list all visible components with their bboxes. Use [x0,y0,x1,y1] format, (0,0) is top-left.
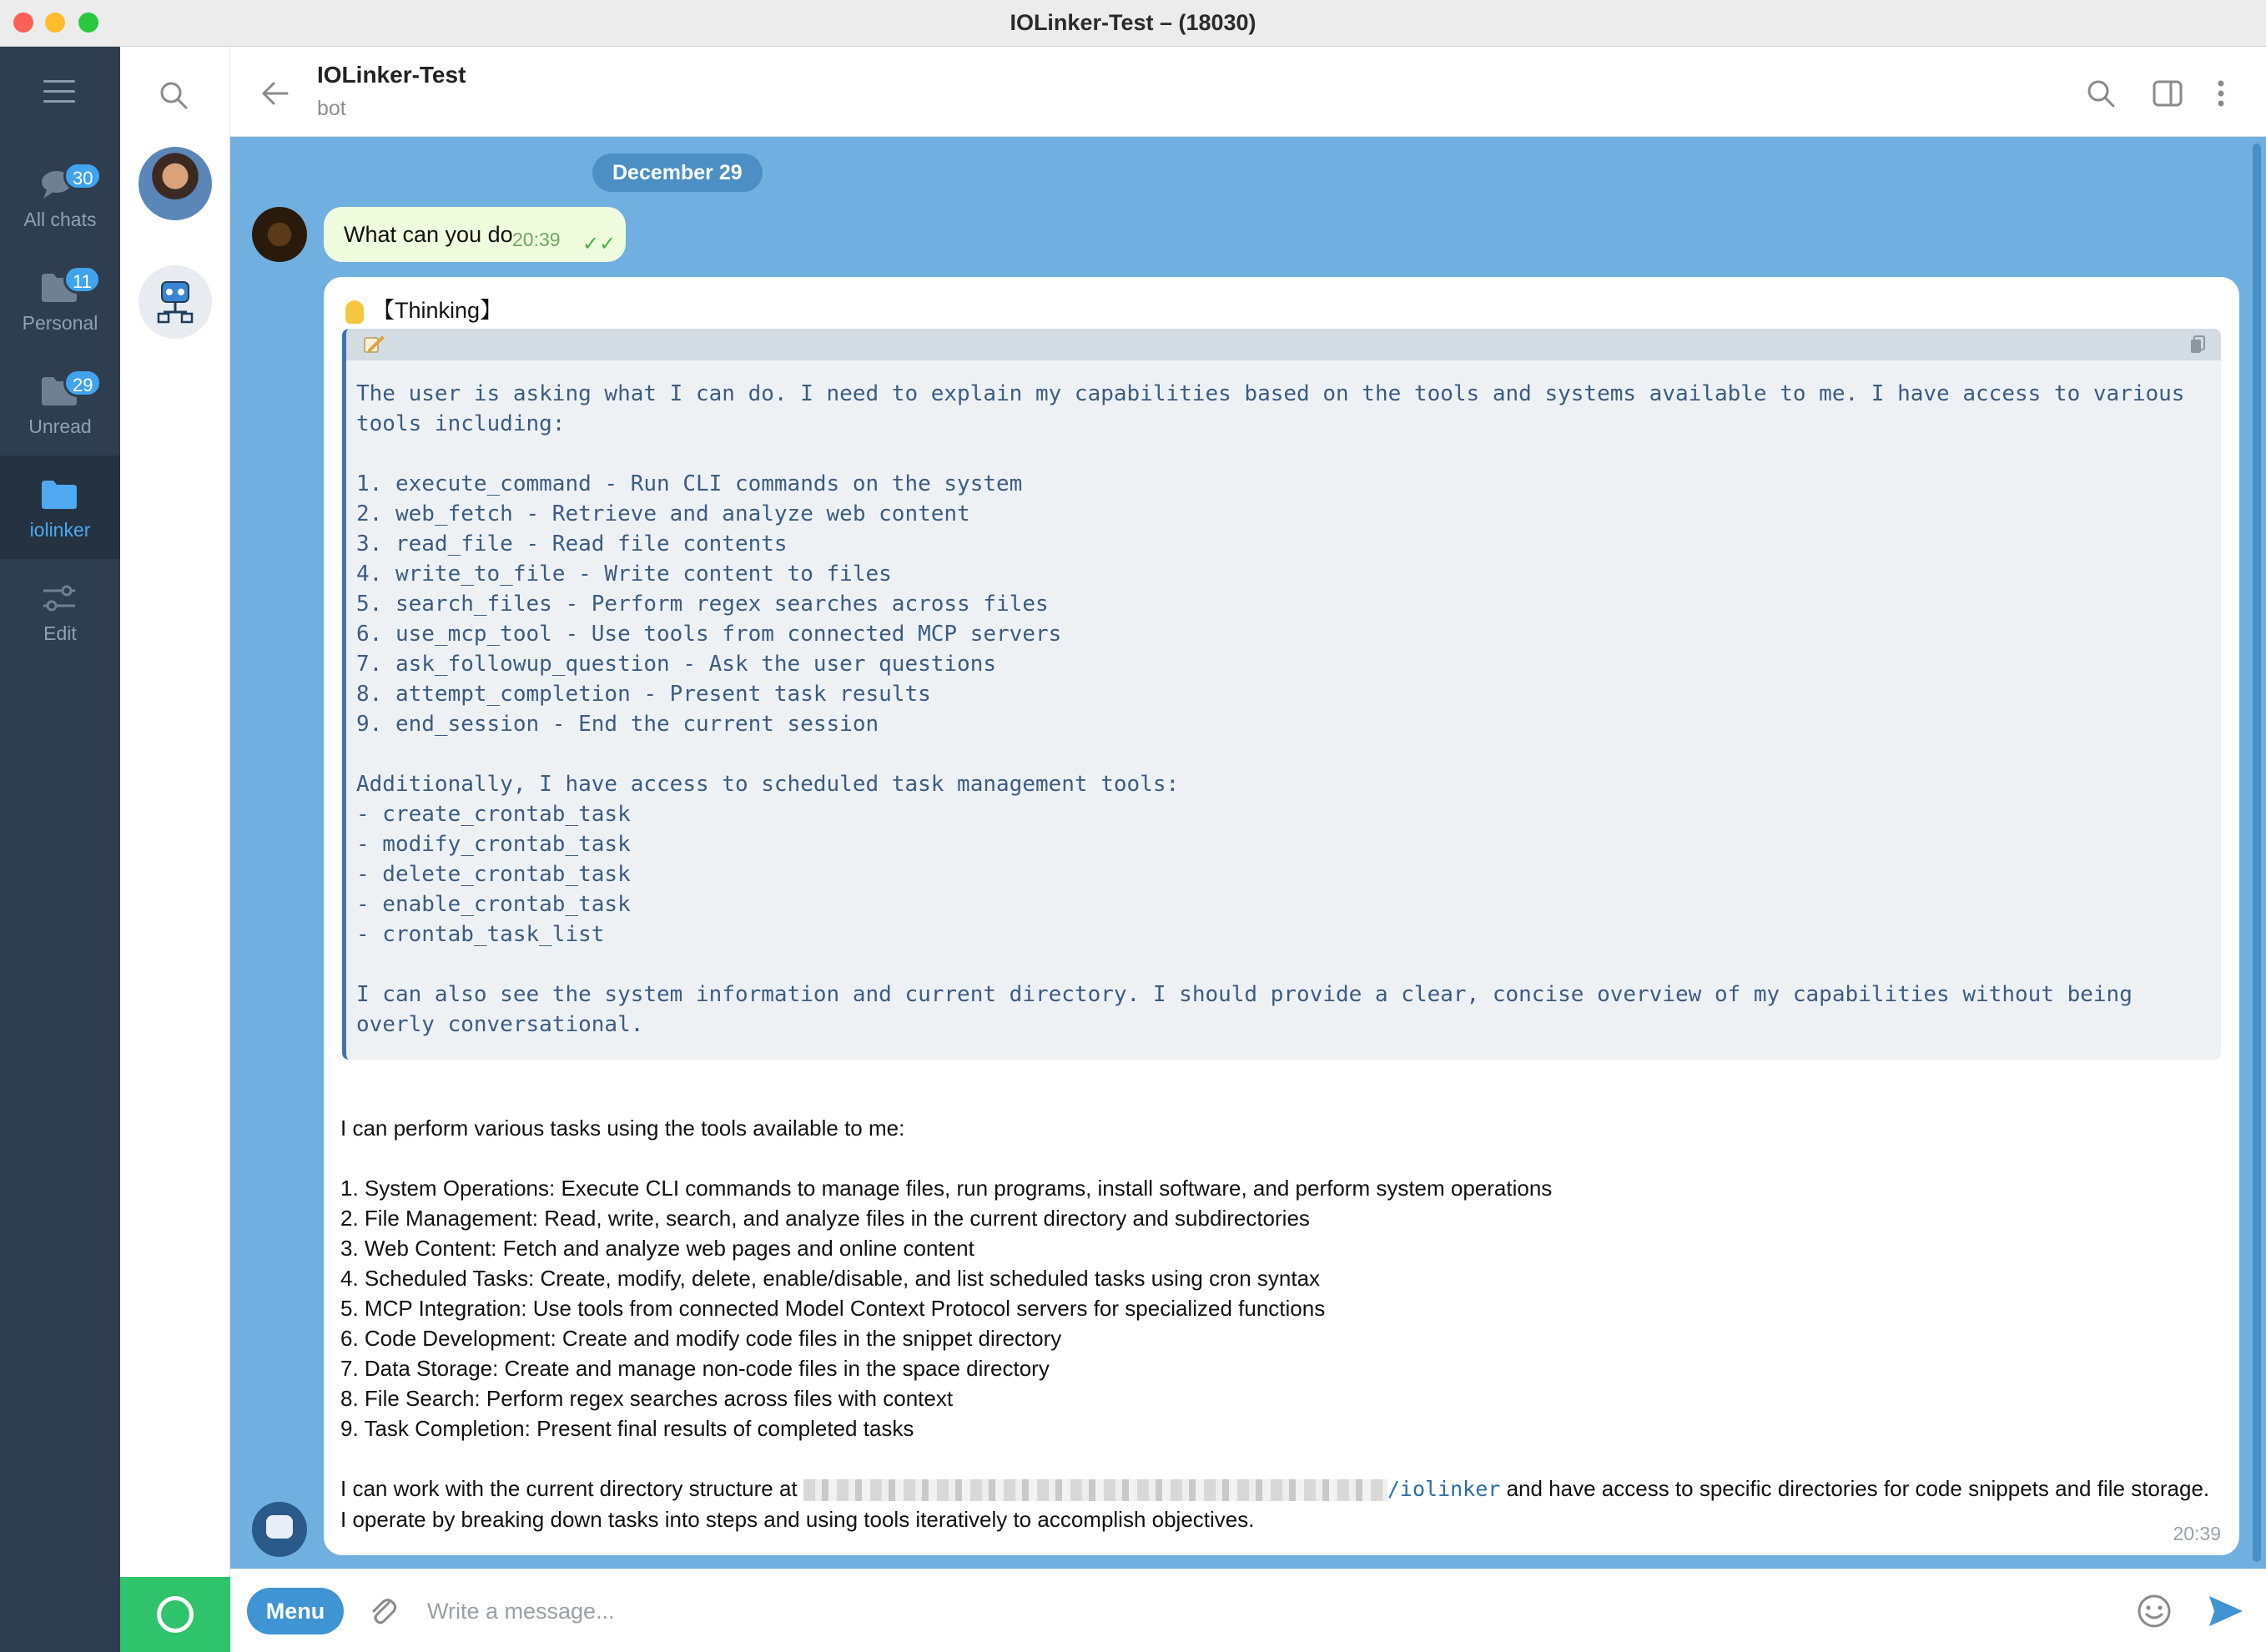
search-icon[interactable] [2084,77,2117,110]
chat-title[interactable]: IOLinker-Test [317,62,466,88]
reply-suffix: and have access to specific directories for code snippets and file storage. I operate by breaking down tasks into steps and using tools iteratively to accomplish objectives. [340,1476,2216,1532]
title-bar [0,0,2266,47]
folder-label: Edit [43,622,77,644]
folder-badge: 11 [63,265,101,294]
chat-avatar[interactable] [138,147,212,220]
robot-avatar-icon[interactable] [138,265,212,339]
bot-avatar[interactable] [252,1502,307,1557]
read-checks-icon: ✓✓ [582,233,617,255]
thinking-label: 【Thinking】 [372,298,503,323]
copy-icon[interactable] [2189,335,2206,355]
message-composer [230,1569,2266,1652]
reply-main: I can perform various tasks using the tools available to me: 1. System Operations: Execute CLI commands to manage files, run programs, install software, and perform system operations 2. File Management: Read, write, search, and analyze files in the current directory and subdirectories 3. Web Content: Fetch and analyze web pages and online content 4. Scheduled Tasks: Create, modify, delete, enable/disable, and list scheduled tasks using cron syntax 5. MCP Integration: Use tools from connected Model Context Protocol servers for specialized functions 6. Code Development: Create and modify code files in the snippet directory 7. Data Storage: Create and manage non-code files in the space directory 8. File Search: Perform regex searches across files with context 9. Task Completion: Present final results of completed tasks [340,1116,1553,1441]
paperclip-icon[interactable] [367,1594,400,1628]
folder-label: Personal [22,312,98,334]
thinking-code-block[interactable] [342,329,2221,1060]
sync-button[interactable] [120,1577,230,1652]
sidebar-toggle-icon[interactable] [2151,77,2184,110]
folder-icon [40,479,78,511]
window-title: IOLinker-Test – (18030) [1010,10,1256,35]
message-time: 20:39 [512,229,561,250]
sliders-icon [40,582,78,614]
scrollbar[interactable] [2253,144,2261,1562]
redacted-path [803,1479,1387,1501]
bot-menu-button[interactable]: Menu [247,1588,344,1634]
user-avatar[interactable] [252,207,307,262]
folder-unread[interactable] [0,352,120,456]
message-input[interactable] [427,1586,2062,1636]
folder-badge: 29 [63,369,102,397]
chat-status: bot [317,97,346,120]
folder-sidebar [0,47,120,1652]
more-options-icon[interactable] [2204,77,2238,110]
folder-iolinker[interactable] [0,456,120,559]
reply-prefix: I can work with the current directory structure at [340,1476,803,1501]
folder-label: iolinker [29,519,91,541]
code-block-toolbar [346,329,2221,360]
incoming-message[interactable] [324,277,2239,1555]
search-icon[interactable] [157,78,190,112]
chat-list [120,47,230,1652]
folder-label: Unread [28,416,92,437]
chat-header [230,47,2266,137]
hamburger-menu-icon[interactable] [43,80,75,103]
message-text: What can you do [344,222,513,247]
lightbulb-icon [345,300,364,324]
folder-all-chats[interactable] [0,145,120,249]
thinking-text: The user is asking what I can do. I need to explain my capabilities based on the tools and systems available to me. I have access to various tools including: 1. execute_command - Run CLI commands on the system 2. web_fetch - Retrieve and analyze web content 3. read_file - Read file contents 4. write_to_file - Write content to files 5. search_files - Perform regex searches across files 6. use_mcp_tool - Use tools from connected MCP servers 7. ask_followup_question - Ask the user questions 8. attempt_completion - Present task results 9. end_session - End the current session Additionally, I have access to scheduled task management tools: - create_crontab_task - modify_crontab_task - delete_crontab_task - enable_crontab_task - crontab_task_list I can also see the system information and current directory. I should provide a clear, concise overview of my capabilities without being overly conversational. [356,381,2185,1037]
folder-personal[interactable] [0,249,120,352]
sync-icon [157,1596,194,1633]
folder-edit[interactable] [0,559,120,662]
message-time: 20:39 [2173,1523,2221,1544]
emoji-icon[interactable] [2136,1593,2173,1629]
outgoing-message[interactable] [324,207,626,262]
directory-path: /iolinker [1387,1477,1501,1501]
memo-icon [363,335,385,354]
folder-label: All chats [23,209,97,230]
date-separator: December 29 [592,154,763,192]
folder-badge: 30 [63,162,102,190]
reply-text [340,1113,2219,1534]
send-icon[interactable] [2206,1593,2244,1629]
back-arrow-icon[interactable] [259,77,292,110]
messages-area[interactable] [230,137,2266,1569]
thinking-header [345,292,502,325]
